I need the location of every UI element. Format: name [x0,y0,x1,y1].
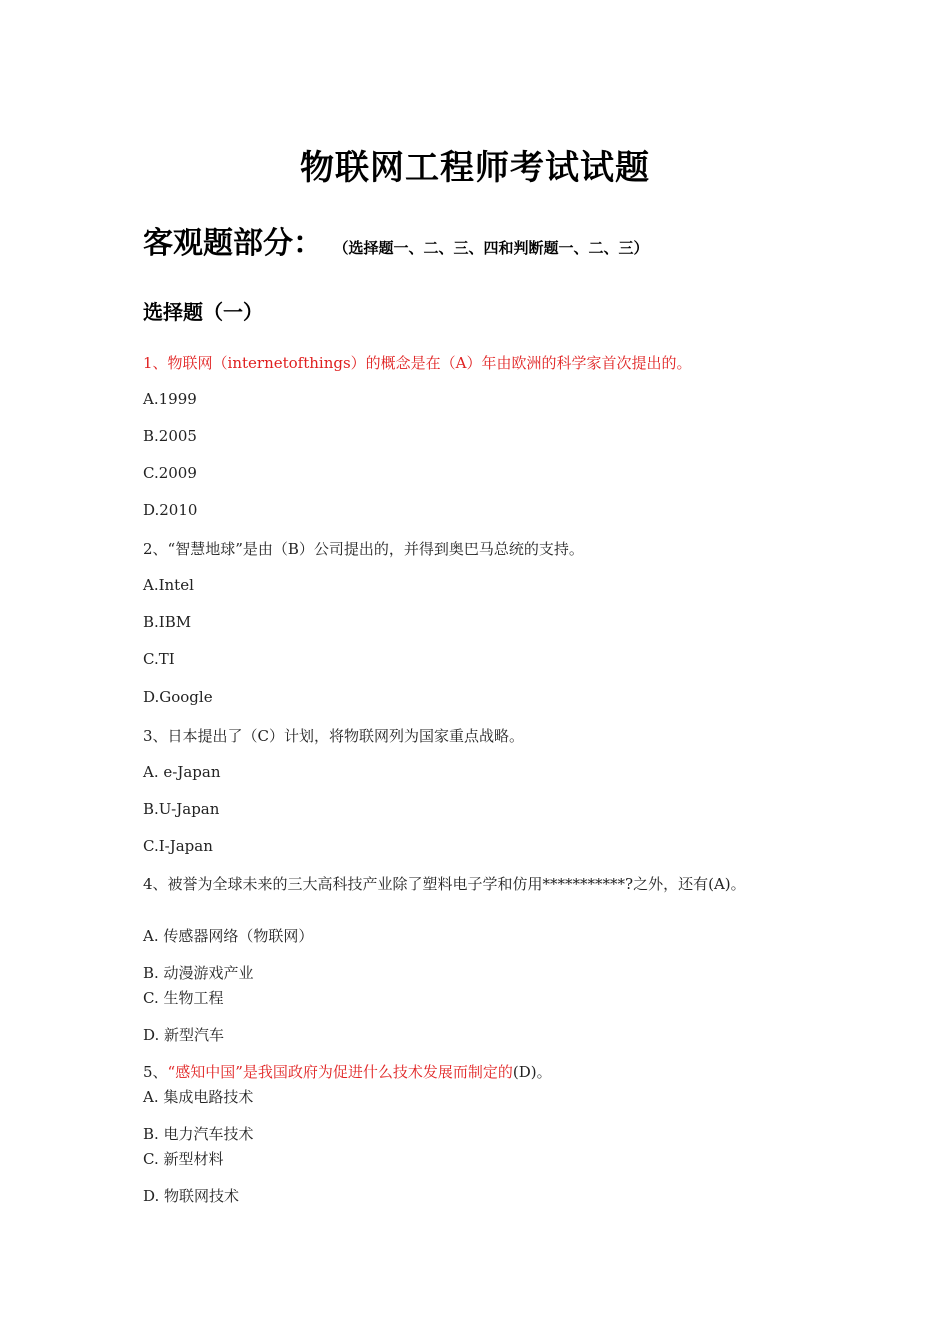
section-heading-row [143,218,649,262]
question-4-text: 4、被誉为全球未来的三大高科技产业除了塑料电子学和仿用***********?之外，还有(A)。 [143,875,746,893]
question-5-option-c: C. 新型材料 [143,1150,224,1168]
page-title: 物联网工程师考试试题 [300,148,650,188]
section-note: （选择题一、二、三、四和判断题一、二、三） [341,239,649,257]
question-3-option-b: B.U-Japan [143,800,220,818]
question-4-option-d: D. 新型汽车 [143,1026,225,1044]
question-3-text: 3、日本提出了（C）计划，将物联网列为国家重点战略。 [143,727,525,745]
question-5-number: 5、 [143,1063,168,1081]
question-2-option-d: D.Google [143,688,213,706]
question-4-option-c: C. 生物工程 [143,989,224,1007]
question-5-option-b: B. 电力汽车技术 [143,1125,254,1143]
question-2-option-a: A.Intel [143,576,194,594]
question-5-text-row [143,1061,552,1082]
question-5-answer: (D)。 [512,1063,552,1081]
section-heading: 客观题部分： [143,226,323,261]
question-5-option-d: D. 物联网技术 [143,1187,240,1205]
question-1-option-b: B.2005 [143,427,197,445]
subheading: 选择题（一） [143,300,263,324]
question-1-text: 1、物联网（internetofthings）的概念是在（A）年由欧洲的科学家首次提出的。 [143,354,692,372]
question-1-option-a: A.1999 [143,390,197,408]
question-4-option-b: B. 动漫游戏产业 [143,964,254,982]
question-2-option-b: B.IBM [143,613,192,631]
question-1-option-d: D.2010 [143,501,198,519]
question-2-text: 2、“智慧地球”是由（B）公司提出的，并得到奥巴马总统的支持。 [143,540,584,558]
question-2-option-c: C.TI [143,650,175,668]
question-5-text: “感知中国”是我国政府为促进什么技术发展而制定的 [167,1063,513,1081]
question-3-option-a: A. e-Japan [143,763,221,781]
question-3-option-c: C.I-Japan [143,837,213,855]
question-5-option-a: A. 集成电路技术 [143,1088,254,1106]
question-1-option-c: C.2009 [143,464,197,482]
question-4-option-a: A. 传感器网络（物联网） [143,927,314,945]
